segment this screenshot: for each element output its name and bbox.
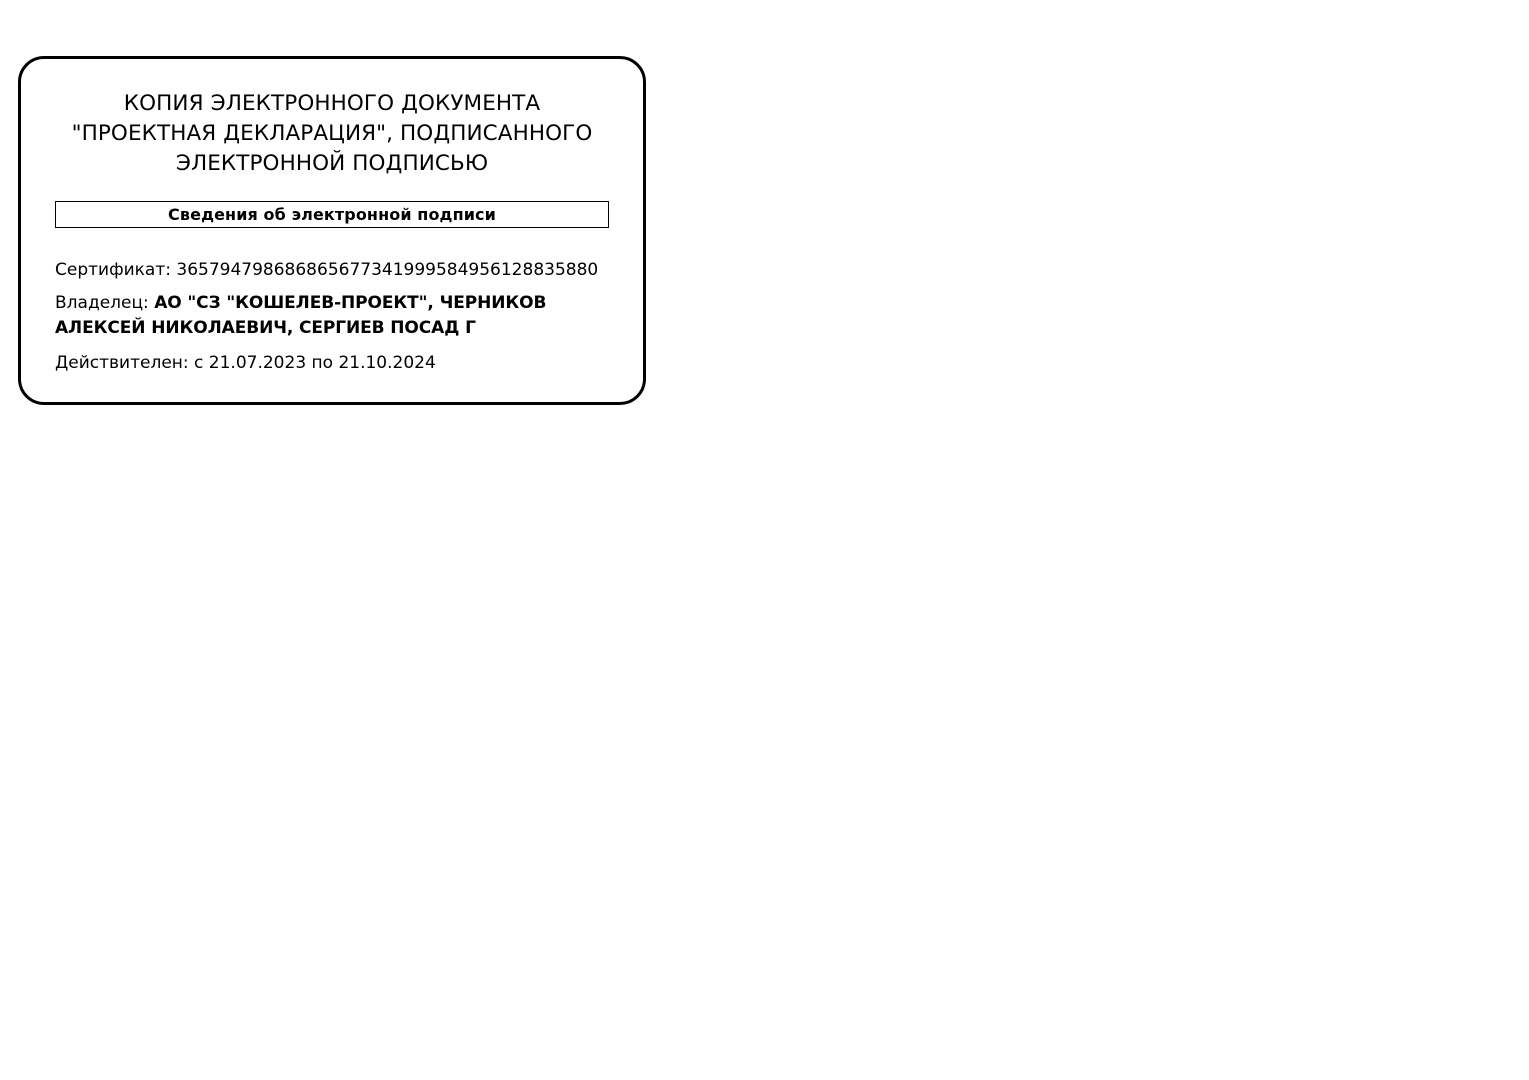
certificate-row <box>55 258 609 283</box>
owner-row <box>55 291 609 341</box>
stamp-title: КОПИЯ ЭЛЕКТРОННОГО ДОКУМЕНТА "ПРОЕКТНАЯ ДЕКЛАРАЦИЯ", ПОДПИСАННОГО ЭЛЕКТРОННОЙ ПОДПИСЬЮ <box>71 91 593 176</box>
owner-label: Владелец: <box>55 293 149 313</box>
certificate-label: Сертификат: <box>55 260 171 280</box>
owner-value: АО "СЗ "КОШЕЛЕВ-ПРОЕКТ", ЧЕРНИКОВ АЛЕКСЕЙ НИКОЛАЕВИЧ, СЕРГИЕВ ПОСАД Г <box>55 293 547 338</box>
validity-value: с 21.07.2023 по 21.10.2024 <box>194 353 436 373</box>
validity-label: Действителен: <box>55 353 189 373</box>
electronic-signature-stamp <box>18 56 646 405</box>
certificate-value: 365794798686865677341999584956128835880 <box>176 260 599 280</box>
signature-section-header-box <box>55 201 609 228</box>
signature-section-header-label: Сведения об электронной подписи <box>168 204 496 224</box>
validity-row <box>55 351 609 376</box>
